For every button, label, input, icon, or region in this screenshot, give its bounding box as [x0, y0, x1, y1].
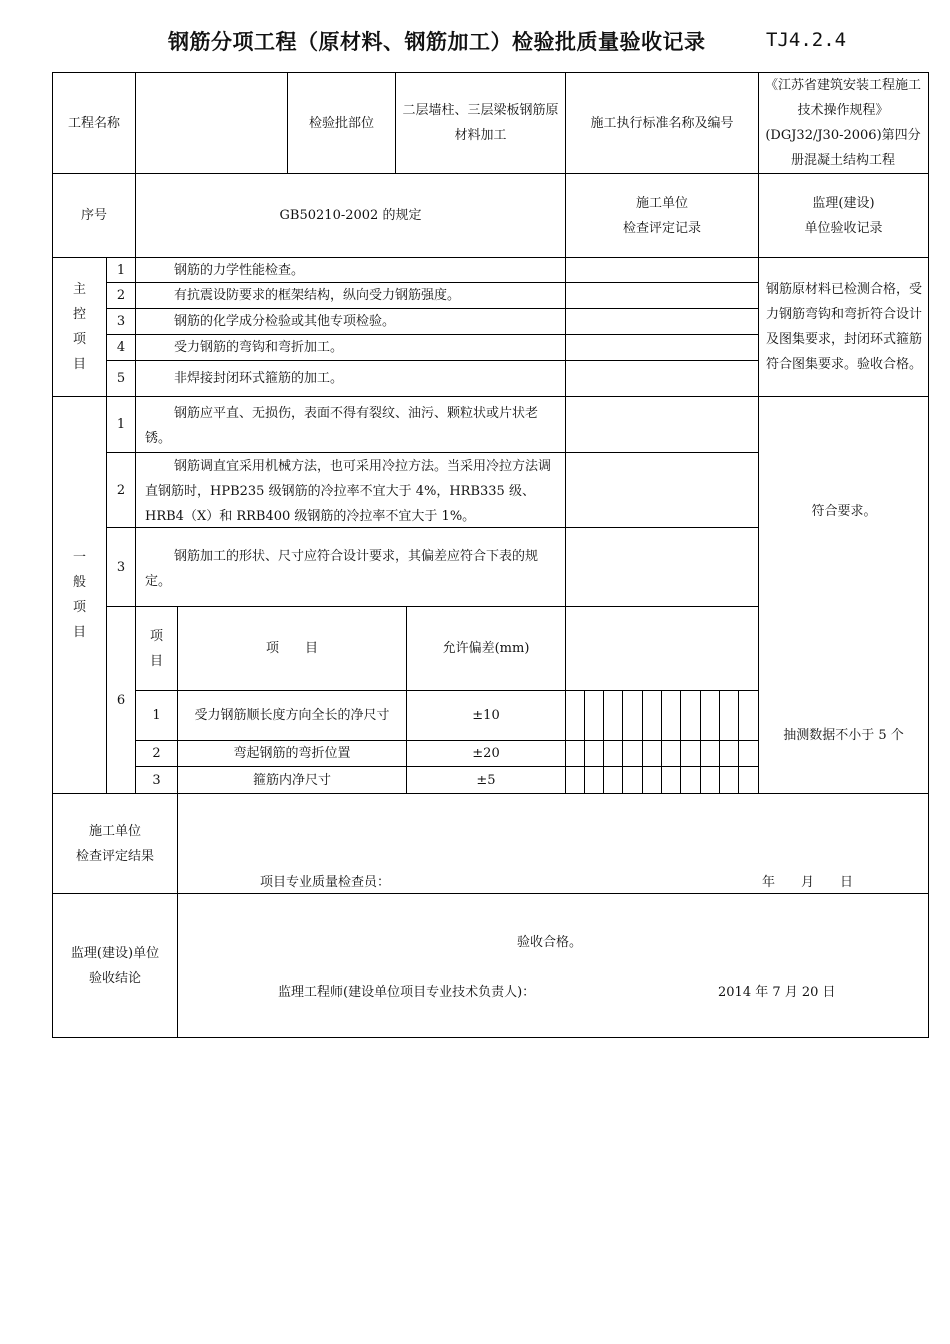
general-item-text: 钢筋调直宜采用机械方法，也可采用冷拉方法。当采用冷拉方法调直钢筋时，HPB235 级钢筋的冷拉率不宜大于 4%，HRB335 级、HRB4（X）和 RRB400 级钢筋的冷拉率不宜大于 1%。 [145, 459, 552, 524]
main-item-text: 有抗震设防要求的框架结构，纵向受力钢筋强度。 [174, 288, 461, 303]
supervisor-conclusion-label: 监理(建设)单位 验收结论 [70, 945, 160, 986]
supervisor-conclusion-result: 验收合格。 [517, 935, 583, 950]
document-code: TJ4.2.4 [766, 29, 847, 51]
main-item-text: 钢筋的力学性能检查。 [174, 262, 305, 278]
tolerance-col-no: 项 目 [149, 628, 163, 669]
main-item-no: 4 [116, 340, 126, 355]
main-item-no: 1 [116, 262, 126, 278]
main-item-text: 非焊接封闭环式箍筋的加工。 [174, 371, 344, 386]
spec-header: GB50210-2002 的规定 [279, 208, 422, 223]
seq-header: 序号 [80, 208, 107, 223]
tolerance-row-item: 弯起钢筋的弯折位置 [233, 746, 351, 761]
tolerance-row-item: 箍筋内净尺寸 [252, 772, 331, 788]
inspector-label: 项目专业质量检查员： [260, 875, 391, 890]
main-control-label: 主 控 项 目 [72, 282, 86, 372]
main-supervisor-result: 钢筋原材料已检测合格，受力钢筋弯钩和弯折符合设计及图集要求，封闭环式箍筋符合图集要求。验收合格。 [765, 282, 922, 372]
general-item-text: 钢筋应平直、无损伤，表面不得有裂纹、油污、颗粒状或片状老锈。 [145, 406, 539, 446]
main-item-text: 受力钢筋的弯钩和弯折加工。 [174, 340, 344, 355]
engineer-label: 监理工程师(建设单位项目专业技术负责人)： [278, 985, 536, 1000]
batch-location-value[interactable]: 二层墙柱、三层梁板钢筋原材料加工 [402, 103, 559, 143]
main-item-text: 钢筋的化学成分检验或其他专项检验。 [174, 314, 396, 329]
tolerance-col-dev: 允许偏差(mm) [442, 641, 530, 656]
tolerance-row-dev: ±5 [476, 772, 496, 788]
general-item-no: 1 [116, 417, 126, 432]
project-name-label: 工程名称 [67, 115, 120, 131]
general-item-no: 6 [116, 692, 126, 708]
main-item-no: 3 [116, 314, 126, 329]
supervisor-record-header: 监理(建设) 单位验收记录 [804, 195, 883, 236]
tolerance-row-no: 2 [152, 746, 161, 761]
tolerance-row-no: 3 [152, 772, 161, 788]
contractor-record-header: 施工单位 检查评定记录 [622, 195, 701, 236]
main-item-no: 5 [116, 371, 126, 386]
tolerance-row-dev: ±20 [472, 746, 500, 761]
general-label: 一 般 项 目 [72, 550, 86, 640]
tolerance-row-no: 1 [152, 708, 161, 723]
tolerance-row-dev: ±10 [472, 708, 500, 723]
general-item-no: 2 [116, 482, 126, 498]
tolerance-col-item: 项 目 [265, 641, 318, 656]
standard-label: 施工执行标准名称及编号 [590, 115, 734, 131]
batch-location-label: 检验批部位 [308, 115, 374, 131]
standard-value: 《江苏省建筑安装工程施工技术操作规程》(DGJ32/J30-2006)第四分册混凝土结构工程 [764, 78, 921, 168]
general-item-text: 钢筋加工的形状、尺寸应符合设计要求，其偏差应符合下表的规定。 [145, 549, 539, 589]
contractor-date: 年 月 日 [762, 875, 854, 890]
general-item-no: 3 [116, 559, 126, 575]
document-title: 钢筋分项工程（原材料、钢筋加工）检验批质量验收记录 [168, 30, 706, 54]
main-item-no: 2 [116, 288, 126, 303]
general-supervisor-result: 符合要求。 [811, 503, 877, 519]
project-name-value[interactable] [136, 73, 287, 173]
tolerance-row-item: 受力钢筋顺长度方向全长的净尺寸 [194, 708, 390, 723]
sampling-note: 抽测数据不小于 5 个 [783, 727, 904, 743]
contractor-result-label: 施工单位 检查评定结果 [75, 823, 154, 864]
supervisor-date: 2014 年 7 月 20 日 [718, 985, 836, 1000]
